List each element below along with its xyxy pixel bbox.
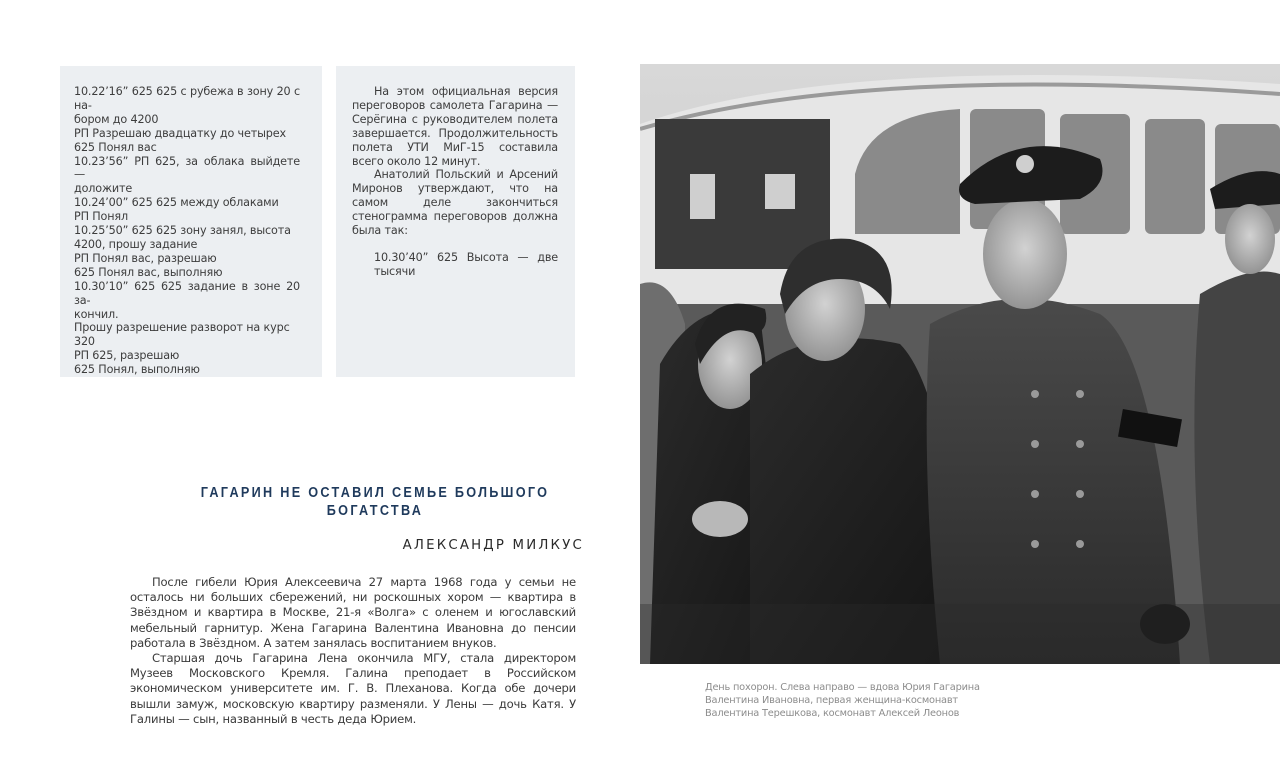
leonov-face [983,199,1067,309]
transcript-line: РП 625, разрешаю [74,349,180,363]
transcript-line: 10.24’00” 625 625 между облаками [74,196,279,210]
photo-shadow [640,604,1280,664]
article-title-line: БОГАТСТВА [326,503,424,519]
article-body [130,575,576,727]
officer-face [1225,204,1275,274]
transcript-line: РП Понял вас, разрешаю [74,251,217,265]
commentary-paragraph: На этом официальная версия переговоров самолета Гагарина — Серёгина с руководителем полета завершается. Продолжительность полета УТИ МиГ-15 составила всего около 12 минут. [352,85,558,168]
funeral-photo [640,64,1280,664]
article-author: АЛЕКСАНДР МИЛКУС [402,538,584,553]
transcript-line: 10.23’56” РП 625, за облака выйдете — [74,154,300,182]
article-paragraph: Старшая дочь Гагарина Лена окончила МГУ, стала директором Музеев Московского Кремля. Галина преподает в Российском экономическом университете им. Г. В. Плеханова. Когда обе дочери вышли замуж, московскую квартиру разменяли. У Лены — дочь Катя. У Галины — сын, названный в честь деда Юрием. [130,651,576,726]
photo-illustration [640,64,1280,664]
article-title-line: ГАГАРИН НЕ ОСТАВИЛ СЕМЬЕ БОЛЬШОГО [200,485,550,501]
transcript-line: доложите [74,182,133,196]
flight-transcript-box [60,66,322,377]
caption-line: Валентина Ивановна, первая женщина-космонавт [705,695,958,707]
bus-window [1145,119,1205,234]
transcript-line: 625 Понял, выполняю [74,363,200,377]
widow-hands [692,501,748,537]
commentary-transcript-line: 10.30’40” 625 Высота — две тысячи [374,250,558,278]
bus-open-window [655,119,830,269]
transcript-line: бором до 4200 [74,112,159,126]
transcript-line: РП Разрешаю двадцатку до четырех [74,126,286,140]
transcript-line: 320 [74,335,95,349]
transcript-line: Прошу разрешение разворот на курс [74,321,290,335]
transcript-line: кончил. [74,307,119,321]
photo-caption [705,681,1005,721]
transcript-line: 10.22’16” 625 625 с рубежа в зону 20 с на- [74,85,300,112]
transcript-line: 10.30’10” 625 625 задание в зоне 20 за- [74,279,300,307]
caption-line: День похорон. Слева направо — вдова Юрия Гагарина [705,682,980,693]
bus-window-light [765,174,795,209]
transcript-line: 625 Понял вас, выполняю [74,265,223,279]
cap-badge [1016,155,1034,173]
commentary-paragraph: Анатолий Польский и Арсений Миронов утверждают, что на самом деле закончиться стенограмма переговоров должна была так: [352,168,558,238]
transcript-line: РП Понял [74,210,128,224]
caption-line: Валентина Терешкова, космонавт Алексей Леонов [705,708,960,720]
bus-window-light [690,174,715,219]
commentary-box [336,66,575,377]
transcript-line: 625 Понял вас [74,140,157,154]
article-paragraph: После гибели Юрия Алексеевича 27 марта 1968 года у семьи не осталось ни больших сбережений, ни роскошных хором — квартира в Звёздном и квартира в Москве, 21-я «Волга» с оленем и югославский мебельный гарнитур. Жена Гагарина Валентина Ивановна до пенсии работала в Звёздном. А затем занялась воспитанием внуков. [130,575,576,650]
article-title [186,484,564,520]
transcript-line: 4200, прошу задание [74,237,198,251]
transcript-line: 10.25’50” 625 625 зону занял, высота [74,224,291,238]
